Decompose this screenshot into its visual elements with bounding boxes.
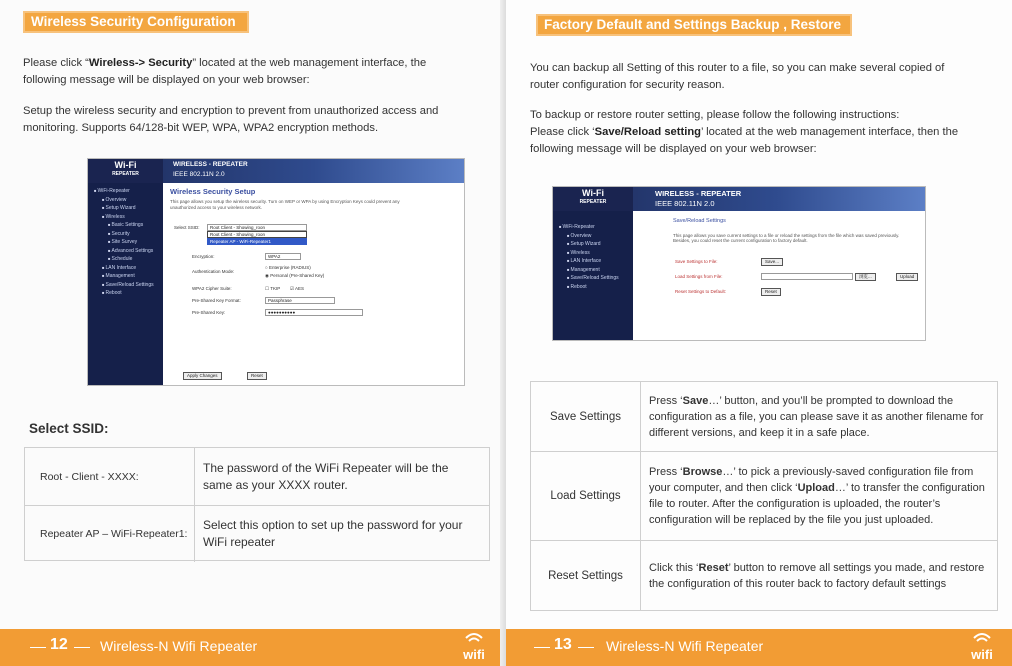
reset-button[interactable]: Reset — [761, 288, 781, 296]
page-number: 12 — [50, 636, 68, 653]
nav-item-wireless[interactable]: ■ Wireless — [88, 213, 163, 222]
backup-paragraph: You can backup all Setting of this router to a file, so you can make several copied of router configuration for security reason. — [530, 62, 945, 91]
section-header-wireless-security: Wireless Security Configuration — [23, 11, 249, 33]
footer-title: Wireless-N Wifi Repeater — [606, 638, 764, 654]
instructions-bold: Save/Reload setting — [594, 126, 701, 138]
psk-format-select[interactable]: Passphrase — [265, 297, 335, 304]
browse-button[interactable]: 浏览... — [855, 273, 876, 281]
auth-option-enterprise-text: Enterprise (RADIUS) — [268, 265, 311, 270]
nav-item-basic-settings[interactable]: ■ Basic Settings — [88, 221, 163, 230]
wifi-icon — [962, 632, 1002, 662]
wifi-icon — [454, 632, 494, 662]
settings-row-label: Load Settings — [531, 452, 641, 540]
nav-item-security[interactable]: ■ Security — [88, 230, 163, 239]
settings-row-label: Reset Settings — [531, 541, 641, 610]
table-row — [25, 448, 489, 505]
row-post: ’ button to remove all settings you made, and restore the configuration of this router back to factory default settings — [649, 561, 985, 590]
intro-paragraph — [23, 55, 463, 89]
table-row — [531, 451, 997, 540]
settings-row-label: Save Settings — [531, 382, 641, 451]
encryption-label: Encryption: — [192, 254, 215, 259]
logo-text: Wi-Fi — [582, 188, 604, 198]
settings-row-desc — [641, 541, 997, 610]
auth-option-personal-text: Personal (Pre-Shared Key) — [270, 273, 325, 278]
row-bold: Save — [682, 394, 709, 407]
row-post: …’ to transfer the configuration file to router. After the configuration is uploaded, the router’s configuration will be replaced by the file you just uploaded. — [649, 482, 985, 526]
instructions-paragraph — [530, 107, 970, 158]
save-reload-description: This page allows you save current settings to a file or reload the settings from the file which was saved previously. Besides, you could reset the current configuration to factory default. — [673, 232, 900, 243]
file-path-input[interactable] — [761, 273, 853, 280]
ssid-option-repeater[interactable]: Repeater AP - WiFi-Repeater1 — [207, 238, 307, 245]
cipher-tkip-text: TKIP — [270, 286, 281, 291]
logo-subtext: REPEATER — [579, 199, 607, 205]
ssid-row-label: Root - Client - XXXX: — [25, 448, 195, 505]
banner-subtitle: IEEE 802.11N 2.0 — [173, 171, 225, 178]
wifi-logo — [553, 187, 633, 211]
wifi-logo-text: wifi — [463, 647, 485, 662]
psk-label: Pre-Shared Key: — [192, 310, 226, 315]
select-ssid-label: Select SSID: — [174, 225, 200, 230]
nav-item-lan-interface[interactable]: ■ LAN Interface — [553, 257, 633, 266]
page-number: 13 — [554, 636, 572, 653]
nav-item-save-reload[interactable]: ■ Save/Reload Settings — [88, 281, 163, 290]
auth-mode-label: Authentication Mode: — [192, 269, 235, 274]
nav-item-wireless[interactable]: ■ Wireless — [553, 249, 633, 258]
cipher-aes-checkbox[interactable]: ☑ AES — [290, 286, 305, 291]
nav-item-advanced-settings[interactable]: ■ Advanced Settings — [88, 247, 163, 256]
cipher-suite-label: WPA2 Cipher Suite: — [192, 286, 232, 291]
wifi-logo-text: wifi — [971, 647, 993, 662]
auth-option-enterprise[interactable]: ○ Enterprise (RADIUS) — [265, 265, 311, 270]
table-row — [531, 540, 997, 610]
nav-item-site-survey[interactable]: ■ Site Survey — [88, 238, 163, 247]
cipher-tkip-checkbox[interactable]: ☐ TKIP — [265, 286, 281, 291]
banner-title: WIRELESS - REPEATER — [655, 189, 742, 198]
settings-row-desc — [641, 382, 997, 451]
reset-settings-label: Reset Settings to Default: — [675, 289, 727, 294]
section-header-factory-default: Factory Default and Settings Backup , Restore — [536, 14, 852, 36]
row-pre: Press ‘ — [649, 466, 683, 478]
nav-item-wifi-repeater[interactable]: ■ WiFi-Repeater — [88, 187, 163, 196]
row-bold: Reset — [698, 561, 729, 574]
intro-bold: Wireless-> Security — [88, 57, 193, 69]
nav-item-schedule[interactable]: ■ Schedule — [88, 255, 163, 264]
row-bold2: Upload — [797, 482, 835, 494]
sidebar-nav — [553, 211, 633, 340]
reset-button[interactable]: Reset — [247, 372, 267, 380]
row-mid: …’ to pick a previously-saved configuration file from your computer, and then click ‘ — [649, 466, 974, 494]
table-row — [531, 382, 997, 451]
save-settings-label: Save Settings to File: — [675, 259, 718, 264]
nav-item-overview[interactable]: ■ Overview — [553, 232, 633, 241]
psk-input[interactable]: ●●●●●●●●●● — [265, 309, 363, 316]
auth-option-personal[interactable]: ◉ Personal (Pre-Shared Key) — [265, 273, 325, 278]
nav-item-reboot[interactable]: ■ Reboot — [88, 289, 163, 298]
setup-description: This page allows you setup the wireless security. Turn on WEP or WPA by using Encryption Keys could prevent any unauthorized access to your wireless network. — [170, 199, 400, 210]
instructions-post: ’ located at the web management interface, then the following message will be displayed on your web browser: — [530, 126, 959, 155]
upload-button[interactable]: Upload — [896, 273, 918, 281]
select-ssid-dropdown[interactable]: Root Client - Showing_roon — [207, 224, 307, 231]
nav-item-overview[interactable]: ■ Overview — [88, 196, 163, 205]
row-post: …’ button, and you’ll be prompted to download the configuration as a file, you can please save it as another filename for different versions, and keep it in a safe place. — [649, 394, 984, 439]
save-reload-panel — [673, 219, 921, 337]
settings-table — [530, 381, 998, 611]
sidebar-nav — [88, 183, 163, 385]
nav-item-reboot[interactable]: ■ Reboot — [553, 283, 633, 292]
ssid-row-desc: Select this option to set up the password for your WiFi repeater — [203, 518, 463, 549]
psk-format-label: Pre-Shared Key Format: — [192, 298, 241, 303]
row-pre: Press ‘ — [649, 394, 683, 407]
select-ssid-heading: Select SSID: — [29, 421, 109, 436]
right-page — [506, 0, 1012, 666]
security-setup-panel — [170, 187, 460, 383]
intro-pre: Please click “ — [23, 57, 89, 69]
nav-item-management[interactable]: ■ Management — [553, 266, 633, 275]
instructions-line1: To backup or restore router setting, please follow the following instructions: — [530, 109, 900, 121]
logo-subtext: REPEATER — [112, 171, 139, 177]
table-row — [25, 505, 489, 562]
save-reload-screenshot — [552, 186, 926, 341]
nav-item-management[interactable]: ■ Management — [88, 272, 163, 281]
instructions-pre: Please click ‘ — [530, 126, 595, 138]
row-pre: Click this ‘ — [649, 561, 699, 574]
banner-subtitle: IEEE 802.11N 2.0 — [655, 199, 715, 208]
ssid-row-desc: The password of the WiFi Repeater will be the same as your XXXX router. — [203, 460, 449, 492]
settings-row-desc — [641, 452, 997, 540]
cipher-aes-text: AES — [295, 286, 305, 291]
security-paragraph: Setup the wireless security and encryption to prevent from unauthorized access and monitoring. Supports 64/128-bit WEP, WPA, WPA2 encryption methods. — [23, 105, 439, 134]
nav-item-lan-interface[interactable]: ■ LAN Interface — [88, 264, 163, 273]
encryption-select[interactable]: WPA2 — [265, 253, 301, 260]
save-reload-heading: Save/Reload Settings — [673, 218, 726, 224]
apply-changes-button[interactable]: Apply Changes — [183, 372, 222, 380]
ssid-row-label: Repeater AP – WiFi-Repeater1: — [25, 506, 195, 562]
intro-post: ” located at the web management interface, the following message will be displayed on your web browser: — [23, 57, 427, 86]
setup-heading: Wireless Security Setup — [170, 187, 256, 196]
nav-item-wifi-repeater[interactable]: ■ WiFi-Repeater — [553, 223, 633, 232]
footer-bar — [506, 629, 1012, 666]
row-bold: Browse — [682, 466, 723, 478]
wifi-logo — [88, 159, 163, 183]
save-button[interactable]: Save... — [761, 258, 783, 266]
security-setup-screenshot — [87, 158, 465, 386]
load-settings-label: Load Settings from File: — [675, 274, 723, 279]
footer-title: Wireless-N Wifi Repeater — [100, 638, 258, 654]
logo-text: Wi-Fi — [114, 160, 137, 170]
nav-item-setup-wizard[interactable]: ■ Setup Wizard — [553, 240, 633, 249]
ssid-table — [24, 447, 490, 561]
footer-bar — [0, 629, 506, 666]
ssid-option-root[interactable]: Root Client - Showing_roon — [207, 231, 307, 238]
nav-item-setup-wizard[interactable]: ■ Setup Wizard — [88, 204, 163, 213]
nav-item-save-reload[interactable]: ■ Save/Reload Settings — [553, 274, 633, 283]
banner-title: WIRELESS - REPEATER — [173, 161, 248, 168]
